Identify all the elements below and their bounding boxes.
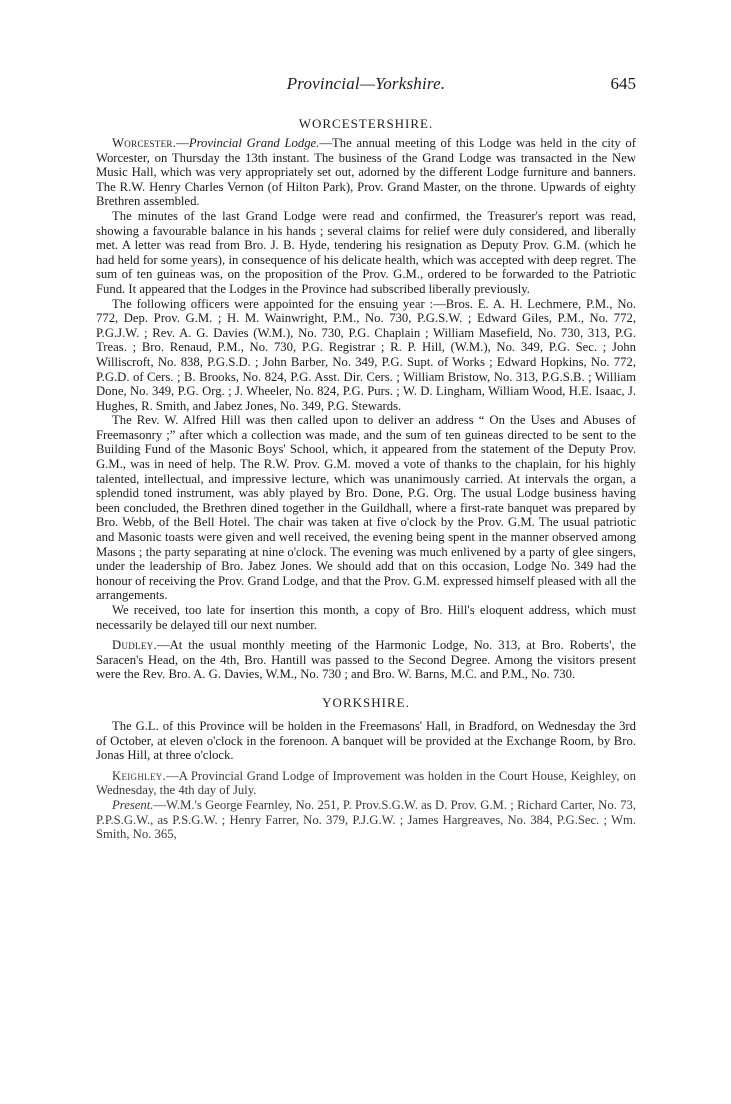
section-heading-worcestershire: WORCESTERSHIRE. — [298, 116, 434, 131]
page-number: 645 — [610, 74, 636, 93]
paragraph-text: —The annual meeting of this Lodge was held in the city of Worcester, on Thursday the 13th instant. The business of the Grand Lodge was transacted in the New Music Hall, which was very appropriately set out, adorned by the different Lodge furniture and banners. The R.W. Henry Charles Vernon (of Hilton Park), Prov. Grand Master, on the throne. Upwards of eighty Brethren assembled. — [96, 136, 637, 209]
paragraph-note: We received, too late for insertion this month, a copy of Bro. Hill's eloquent address, which must necessarily be delayed till our next number. — [96, 603, 636, 632]
paragraph-yorkshire-notice: The G.L. of this Province will be holden in the Freemasons' Hall, in Bradford, on Wednesday the 3rd of October, at eleven o'clock in the forenoon. A banquet will be provided at the Exchange Room, by Bro. Jonas Hill, at three o'clock. — [96, 718, 636, 763]
paragraph-dudley — [96, 638, 636, 682]
page — [96, 74, 636, 842]
meeting-title: Provincial Grand Lodge. — [188, 136, 320, 150]
paragraph-officers: The following officers were appointed for the ensuing year :—Bros. E. A. H. Lechmere, P.M., No. 772, Dep. Prov. G.M. ; H. M. Wainwright, P.M., No. 730, P.G.S.W. ; Edward Giles, P.M., No. 772, P.G.J.W. ; Rev. A. G. Davies (W.M.), No. 730, P.G. Chaplain ; William Masefield, No. 730, 313, P.G. Treas. ; Bro. Renaud, P.M., No. 730, P.G. Registrar ; R. P. Hill, (W.M.), No. 349, P.G. Sec. ; John Williscroft, No. 838, P.G.S.D. ; John Barber, No. 349, P.G. Supt. of Works ; Edward Hopkins, No. 772, P.G.D. of Cers. ; B. Brooks, No. 824, P.G. Asst. Dir. Cers. ; William Bristow, No. 313, P.G.S.B. ; William Done, No. 349, P.G. Org. ; J. Wheeler, No. 824, P.G. Purs. ; W. D. Lingham, William Wood, H.E. Isaac, J. Hughes, R. Smith, and Jabez Jones, No. 349, P.G. Stewards. — [96, 296, 636, 413]
paragraph-keighley — [96, 769, 636, 798]
running-header — [96, 74, 636, 104]
paragraph-address: The Rev. W. Alfred Hill was then called upon to deliver an address “ On the Uses and Abuses of Freemasonry ;” after which a collection was made, and the sum of ten guineas directed to be sent to the Building Fund of the Masonic Boys' School, which, it appeared from the statement of the Deputy Prov. G.M., was in need of help. The R.W. Prov. G.M. moved a vote of thanks to the chaplain, for his highly talented, intellectual, and impressive lecture, which was unanimously carried. At intervals the organ, a splendid toned instrument, was ably played by Bro. Done, P.G. Org. The usual Lodge business having been concluded, the Brethren dined together in the Guildhall, where a first-rate banquet was prepared by Bro. Webb, of the Bell Hotel. The chair was taken at five o'clock by the Prov. G.M. The usual patriotic and Masonic toasts were given and well received, the evening being spent in the manner observed among Masons ; the party separating at nine o'clock. The evening was much enlivened by a party of glee singers, under the leadership of Bro. Jabez Jones. We should add that on this occasion, Lodge No. 349 had the honour of receiving the Prov. Grand Lodge, and that the Prov. G.M. expressed himself pleased with all the arrangements. — [96, 413, 636, 603]
present-lead: Present. — [112, 797, 154, 812]
place-lead-dudley: Dudley. — [112, 638, 157, 653]
paragraph-text: —A Provincial Grand Lodge of Improvement was holden in the Court House, Keighley, on Wednesday, the 4th day of July. — [96, 768, 636, 798]
section-heading-yorkshire: YORKSHIRE. — [322, 694, 410, 710]
paragraph-text: —W.M.'s George Fearnley, No. 251, P. Prov.S.G.W. as D. Prov. G.M. ; Richard Carter, No. 73, P.P.S.G.W., as P.S.G.W. ; Henry Farrer, No. 379, P.J.G.W. ; James Hargreaves, No. 384, P.G.Sec. ; Wm. Smith, No. 365, — [96, 797, 636, 842]
place-lead-worcester: Worcester. — [112, 136, 177, 150]
paragraph-present — [96, 798, 636, 842]
lead-dash: — — [176, 136, 189, 150]
place-lead-keighley: Keighley. — [112, 768, 167, 783]
paragraph-minutes: The minutes of the last Grand Lodge were read and confirmed, the Treasurer's report was read, showing a favourable balance in his hands ; several claims for relief were duly considered, and liberally met. A letter was read from Bro. J. B. Hyde, tendering his resignation as Deputy Prov. G.M. (which he had held for some years), in consequence of his delicate health, which was accepted with deep regret. The sum of ten guineas was, on the proposition of the Prov. G.M., ordered to be forwarded to the Patriotic Fund. It appeared that the Lodges in the Province had subscribed liberally previously. — [96, 208, 636, 296]
paragraph-text: —At the usual monthly meeting of the Harmonic Lodge, No. 313, at Bro. Roberts', the Saracen's Head, on the 4th, Bro. Hantill was passed to the Second Degree. Among the visitors present were the Rev. Bro. A. G. Davies, W.M., No. 730 ; and Bro. W. Barns, M.C. and P.M., No. 730. — [96, 638, 636, 682]
running-title: Provincial—Yorkshire. — [286, 74, 446, 93]
paragraph-worcester-provincial-grand-lodge — [96, 136, 636, 209]
